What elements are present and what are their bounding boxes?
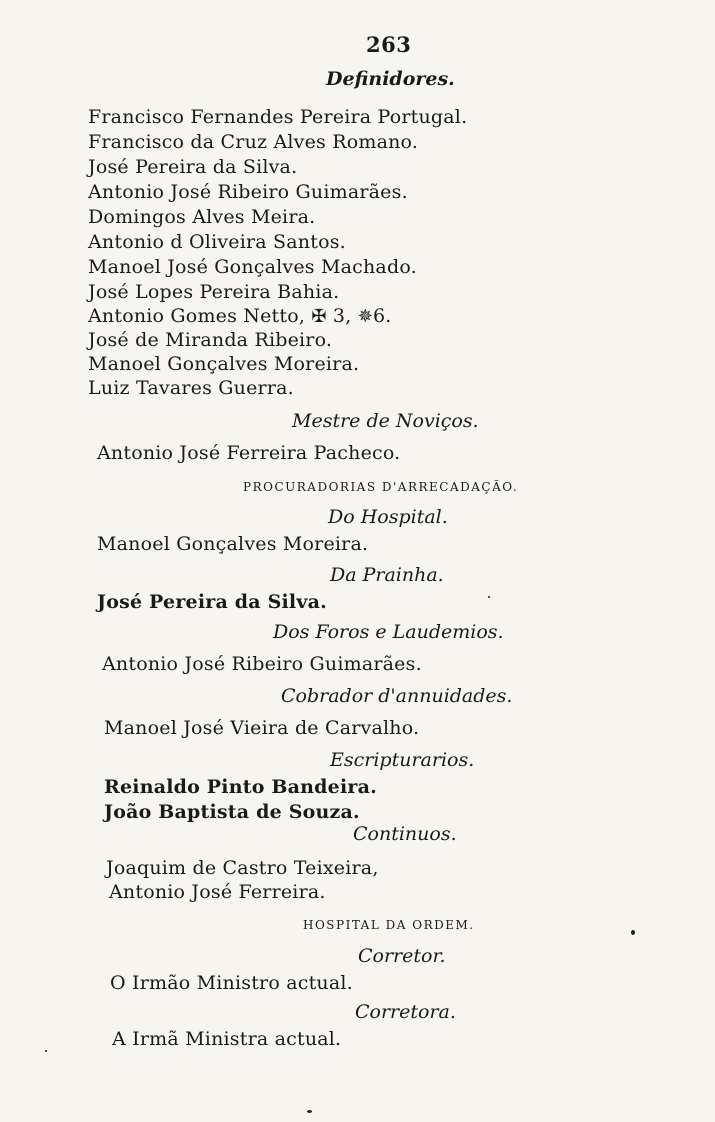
definidor-name: José Lopes Pereira Bahia. <box>88 281 340 303</box>
prainha-name: José Pereira da Silva. <box>97 591 327 613</box>
mestre-name: Antonio José Ferreira Pacheco. <box>97 442 401 464</box>
definidor-name: Francisco da Cruz Alves Romano. <box>88 131 419 153</box>
corretora-name: A Irmã Ministra actual. <box>112 1028 342 1050</box>
cross-count: 3, <box>332 305 352 327</box>
definidor-name-with-marks <box>88 305 392 327</box>
heading-cobrador: Cobrador d'annuidades. <box>281 685 513 707</box>
hospital-name: Manoel Gonçalves Moreira. <box>97 533 369 555</box>
corretor-name: O Irmão Ministro actual. <box>110 972 353 994</box>
definidor-name: Manoel Gonçalves Moreira. <box>88 353 360 375</box>
heading-continuos: Continuos. <box>353 823 457 845</box>
page-number: 263 <box>366 32 412 57</box>
ink-speck <box>488 596 490 598</box>
continuo-name: Joaquim de Castro Teixeira, <box>106 857 379 879</box>
heading-mestre: Mestre de Noviços. <box>292 410 479 432</box>
definidor-name: José de Miranda Ribeiro. <box>88 329 333 351</box>
definidor-name: Domingos Alves Meira. <box>88 206 316 228</box>
escripturario-name: Reinaldo Pinto Bandeira. <box>104 776 377 798</box>
ink-speck <box>45 1050 47 1052</box>
continuo-name: Antonio José Ferreira. <box>109 881 326 903</box>
foros-name: Antonio José Ribeiro Guimarães. <box>102 653 422 675</box>
heading-procuradorias: PROCURADORIAS D'ARRECADAÇÃO. <box>243 480 519 494</box>
escripturario-name: João Baptista de Souza. <box>104 801 360 823</box>
heading-corretora: Corretora. <box>355 1001 456 1023</box>
star-count: 6. <box>373 305 392 327</box>
cross-icon: ✠ <box>311 306 327 327</box>
definidor-name: Antonio José Ribeiro Guimarães. <box>88 181 408 203</box>
star-icon: ✵ <box>357 306 373 327</box>
cobrador-name: Manoel José Vieira de Carvalho. <box>104 717 420 739</box>
heading-corretor: Corretor. <box>358 945 446 967</box>
heading-hospital-ordem: HOSPITAL DA ORDEM. <box>303 918 475 932</box>
ink-speck <box>307 1110 312 1113</box>
definidor-name: Antonio Gomes Netto, <box>88 305 306 327</box>
definidor-name: José Pereira da Silva. <box>88 156 298 178</box>
definidor-name: Antonio d Oliveira Santos. <box>88 231 346 253</box>
definidor-name: Manoel José Gonçalves Machado. <box>88 256 417 278</box>
heading-definidores: Definidores. <box>326 68 455 90</box>
heading-foros: Dos Foros e Laudemios. <box>273 621 504 643</box>
heading-escripturarios: Escripturarios. <box>330 749 475 771</box>
ink-speck <box>631 930 635 935</box>
definidor-name: Luiz Tavares Guerra. <box>88 377 294 399</box>
definidor-name: Francisco Fernandes Pereira Portugal. <box>88 106 468 128</box>
heading-hospital: Do Hospital. <box>328 506 448 528</box>
heading-prainha: Da Prainha. <box>330 564 444 586</box>
